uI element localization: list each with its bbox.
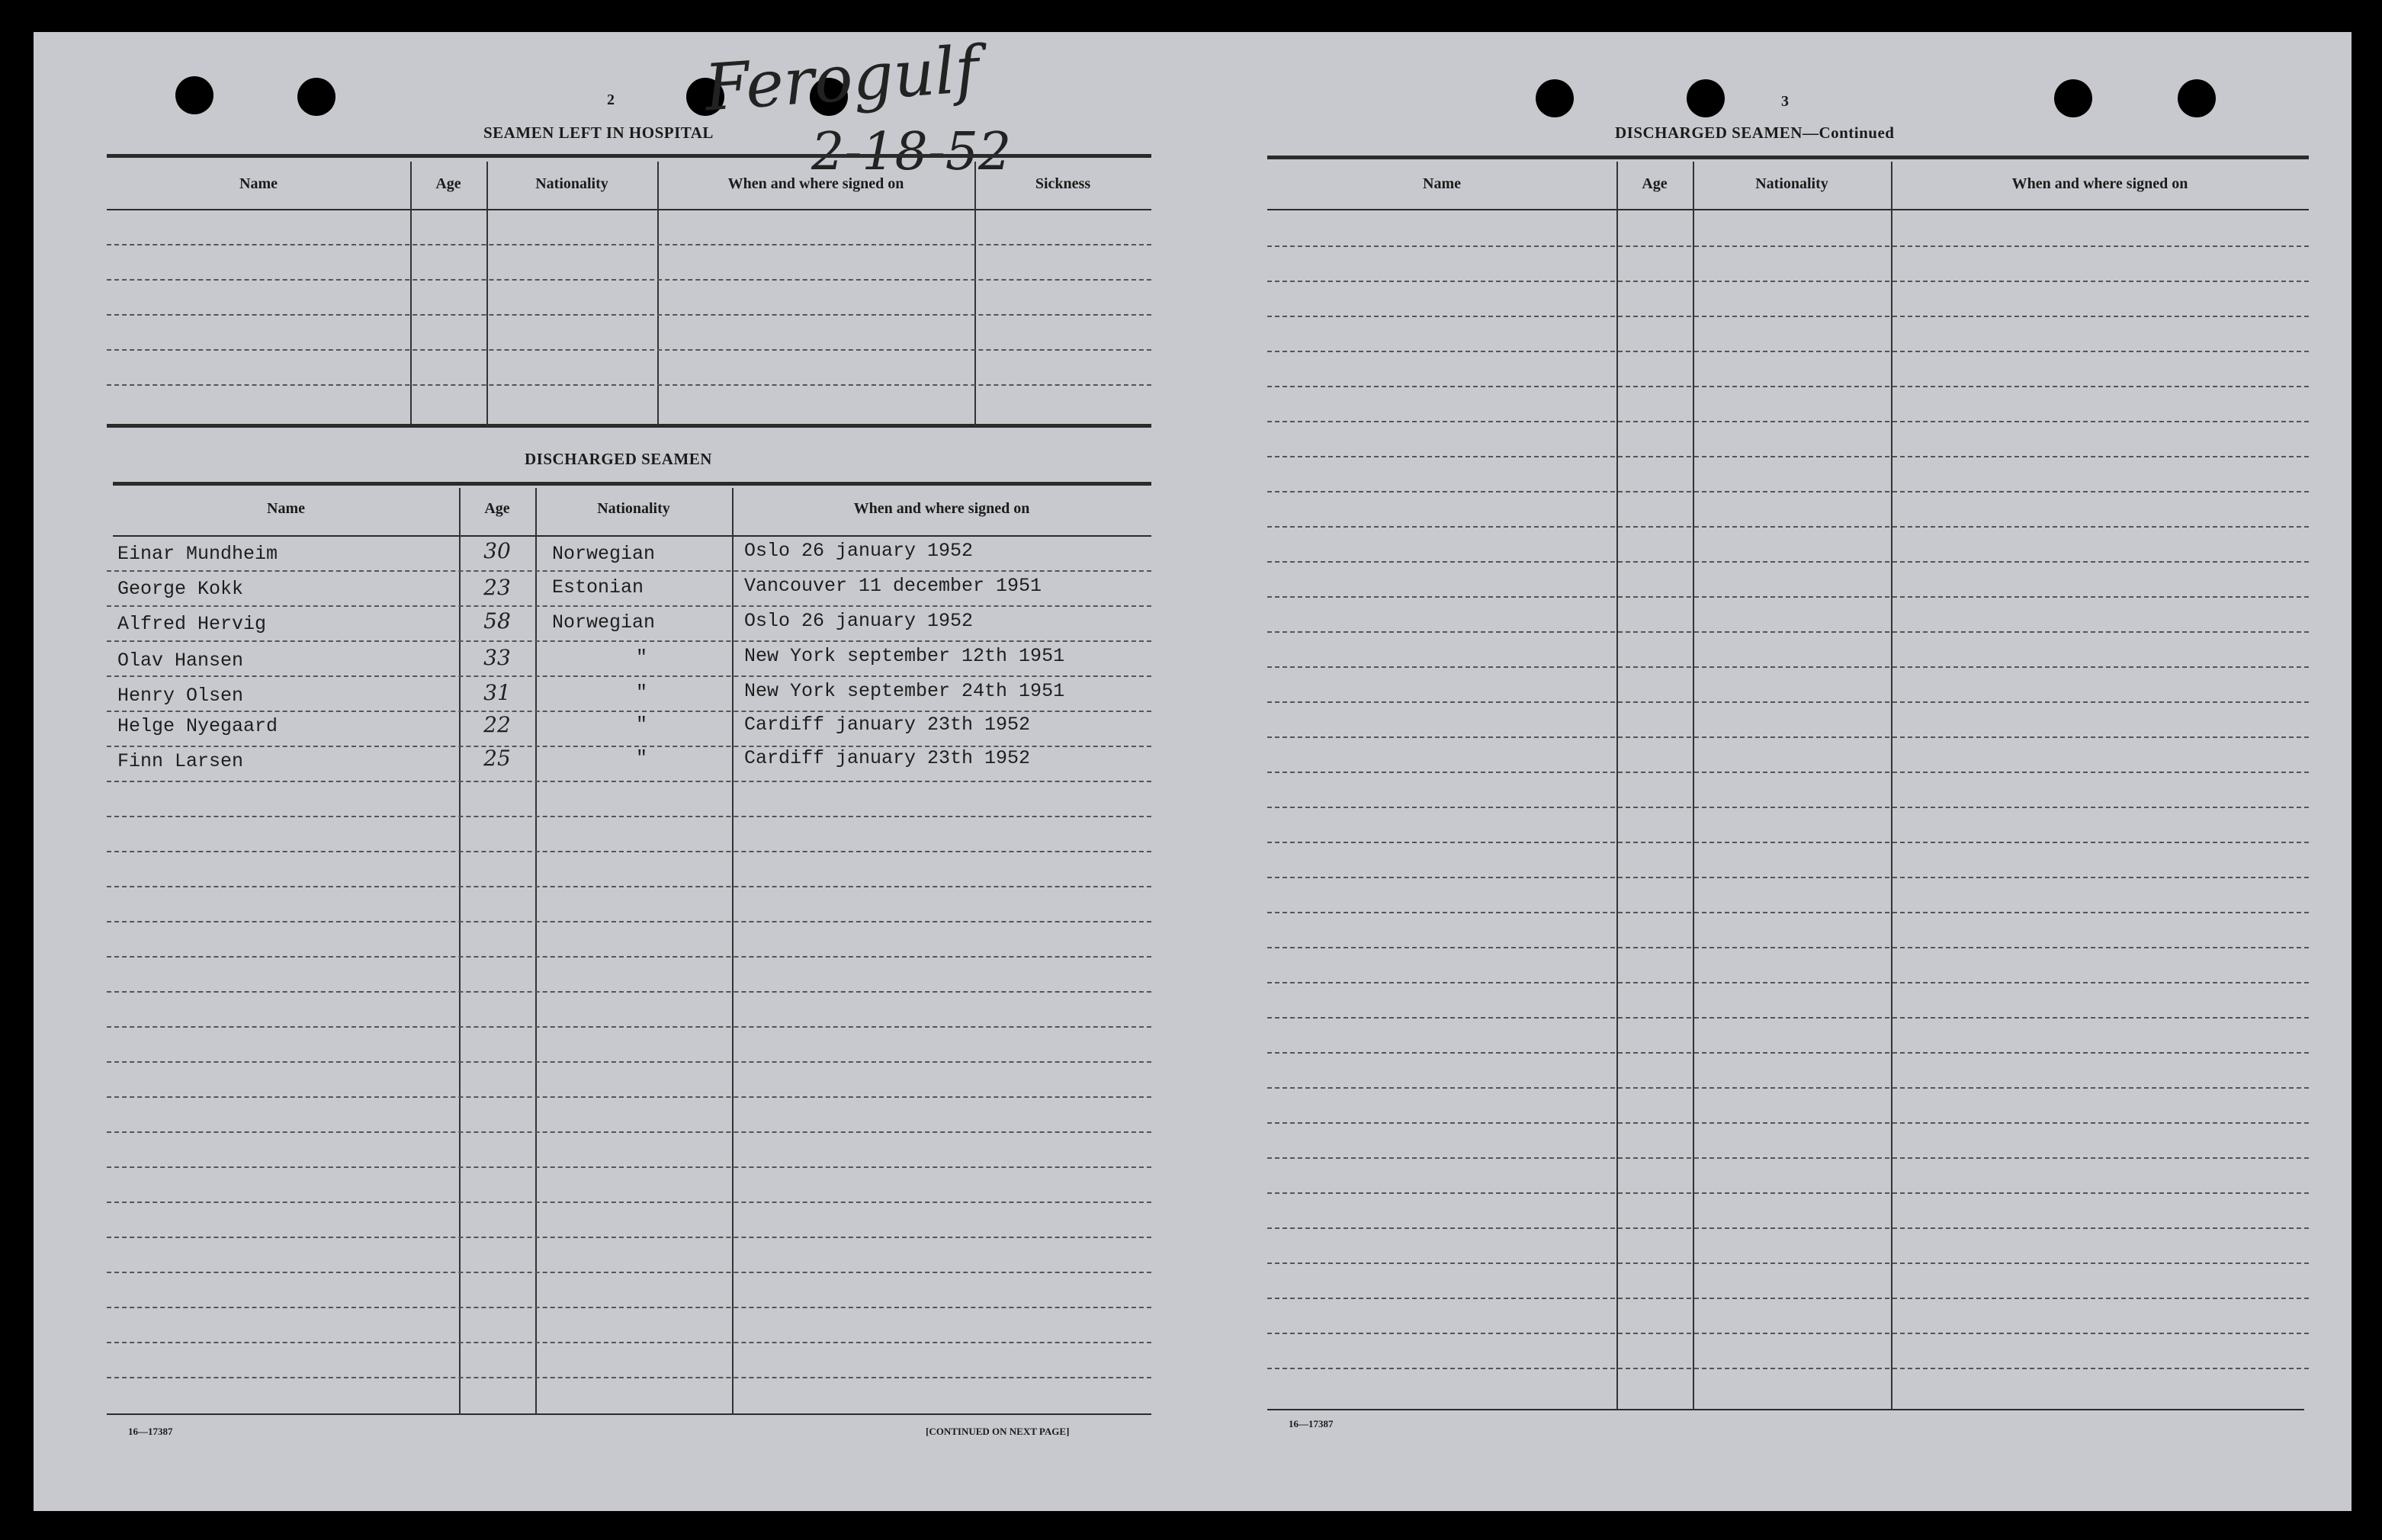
ruling-line [107, 570, 1151, 572]
seaman-nationality: Estonian [552, 576, 644, 598]
seaman-age: 23 [483, 575, 511, 600]
seaman-name: Henry Olsen [117, 685, 244, 707]
ruling-line [1267, 1192, 2309, 1194]
ruling-line [107, 1237, 1151, 1238]
seaman-name: George Kokk [117, 578, 244, 600]
ruling-line [107, 816, 1151, 817]
seaman-name: Alfred Hervig [117, 613, 267, 635]
seaman-age: 33 [483, 645, 511, 670]
seaman-signed-on: Oslo 26 january 1952 [744, 610, 974, 632]
seaman-age: 25 [483, 746, 511, 771]
ruling-line [1267, 701, 2309, 703]
document-page [34, 32, 2352, 1511]
ruling-line [1267, 316, 2309, 317]
column-header: Nationality [535, 175, 608, 192]
seaman-signed-on: New York september 24th 1951 [744, 680, 1065, 702]
ruling-line [1267, 842, 2309, 843]
ruling-line [1267, 1368, 2309, 1369]
ruling-line [107, 1061, 1151, 1063]
ruling-line [1267, 1298, 2309, 1299]
ruling-line [107, 1202, 1151, 1203]
seaman-nationality: Norwegian [552, 543, 656, 565]
discharged-section-title: DISCHARGED SEAMEN [525, 450, 712, 468]
column-header: Sickness [1035, 175, 1091, 192]
ruling-line [1267, 281, 2309, 282]
column-header: Name [267, 500, 305, 517]
ruling-line [1267, 421, 2309, 422]
ruling-line [1267, 912, 2309, 913]
ruling-line [107, 1166, 1151, 1168]
ruling-line [1267, 351, 2309, 352]
ruling-line [1267, 666, 2309, 668]
seaman-name: Einar Mundheim [117, 543, 278, 565]
ruling-line [1267, 596, 2309, 598]
column-header: Age [484, 500, 510, 517]
column-header: When and where signed on [727, 175, 904, 192]
page-number: 3 [1781, 93, 1789, 110]
punch-hole [175, 76, 213, 114]
seaman-name: Helge Nyegaard [117, 715, 278, 737]
ruling-line [1267, 1052, 2309, 1054]
ruling-line [1267, 1087, 2309, 1089]
handwritten-ship-name: Ferogulf [702, 31, 981, 126]
punch-hole [2054, 79, 2092, 117]
discharged-continued-title: DISCHARGED SEAMEN—Continued [1615, 124, 1895, 142]
seaman-signed-on: Cardiff january 23th 1952 [744, 714, 1031, 736]
ruling-line [1267, 736, 2309, 738]
ruling-line [1267, 807, 2309, 808]
ruling-line [107, 1342, 1151, 1343]
seaman-age: 58 [483, 608, 511, 634]
punch-hole [297, 78, 335, 116]
ruling-line [1267, 1157, 2309, 1159]
ruling-line [107, 711, 1151, 712]
column-header: When and where signed on [853, 500, 1030, 517]
seaman-nationality-ditto: " [636, 714, 648, 736]
ruling-line [107, 640, 1151, 642]
seaman-nationality-ditto: " [636, 646, 648, 669]
ruling-line [107, 1026, 1151, 1028]
column-header: When and where signed on [2011, 175, 2188, 192]
ruling-line [1267, 561, 2309, 563]
seaman-nationality: Norwegian [552, 611, 656, 634]
ruling-line [107, 991, 1151, 993]
ruling-line [107, 746, 1151, 747]
ruling-line [107, 1307, 1151, 1308]
ruling-line [1267, 982, 2309, 983]
ruling-line [107, 851, 1151, 852]
seaman-age: 30 [483, 538, 511, 563]
form-number: 16—17387 [1289, 1418, 1334, 1429]
ruling-line [107, 1272, 1151, 1273]
ruling-line [1267, 1227, 2309, 1229]
ruling-line [1267, 491, 2309, 492]
ruling-line [1267, 1122, 2309, 1124]
punch-hole [1536, 79, 1574, 117]
ruling-line [107, 1131, 1151, 1133]
seaman-nationality-ditto: " [636, 682, 648, 704]
seaman-signed-on: New York september 12th 1951 [744, 645, 1065, 667]
punch-hole [1687, 79, 1725, 117]
column-header: Age [435, 175, 461, 192]
column-header: Name [239, 175, 278, 192]
form-number: 16—17387 [128, 1426, 173, 1437]
seaman-nationality-ditto: " [636, 747, 648, 769]
ruling-line [1267, 1017, 2309, 1019]
ruling-line [1267, 526, 2309, 528]
ruling-line [107, 921, 1151, 922]
seaman-name: Finn Larsen [117, 750, 244, 772]
ruling-line [107, 781, 1151, 782]
ruling-line [107, 1096, 1151, 1098]
seaman-age: 22 [483, 712, 511, 737]
seaman-signed-on: Cardiff january 23th 1952 [744, 747, 1031, 769]
ruling-line [107, 886, 1151, 887]
ruling-line [1267, 877, 2309, 878]
seaman-signed-on: Vancouver 11 december 1951 [744, 575, 1042, 597]
seaman-age: 31 [483, 680, 511, 705]
ruling-line [107, 605, 1151, 607]
ruling-line [1267, 947, 2309, 948]
ruling-line [1267, 245, 2309, 247]
handwritten-date: 2-18-52 [811, 122, 1012, 182]
ruling-line [107, 1377, 1151, 1378]
page-number: 2 [607, 91, 615, 108]
column-header: Age [1642, 175, 1668, 192]
ruling-line [1267, 1262, 2309, 1264]
ruling-line [1267, 1333, 2309, 1334]
hospital-section-title: SEAMEN LEFT IN HOSPITAL [483, 124, 714, 142]
ruling-line [107, 956, 1151, 958]
continued-note: [CONTINUED ON NEXT PAGE] [926, 1426, 1070, 1437]
column-header: Nationality [597, 500, 670, 517]
ruling-line [1267, 772, 2309, 773]
ruling-line [1267, 386, 2309, 387]
column-header: Name [1423, 175, 1461, 192]
column-header: Nationality [1755, 175, 1828, 192]
ruling-line [107, 675, 1151, 677]
ruling-line [1267, 631, 2309, 633]
ruling-line [1267, 456, 2309, 457]
seaman-signed-on: Oslo 26 january 1952 [744, 540, 974, 562]
punch-hole [2178, 79, 2216, 117]
seaman-name: Olav Hansen [117, 650, 244, 672]
